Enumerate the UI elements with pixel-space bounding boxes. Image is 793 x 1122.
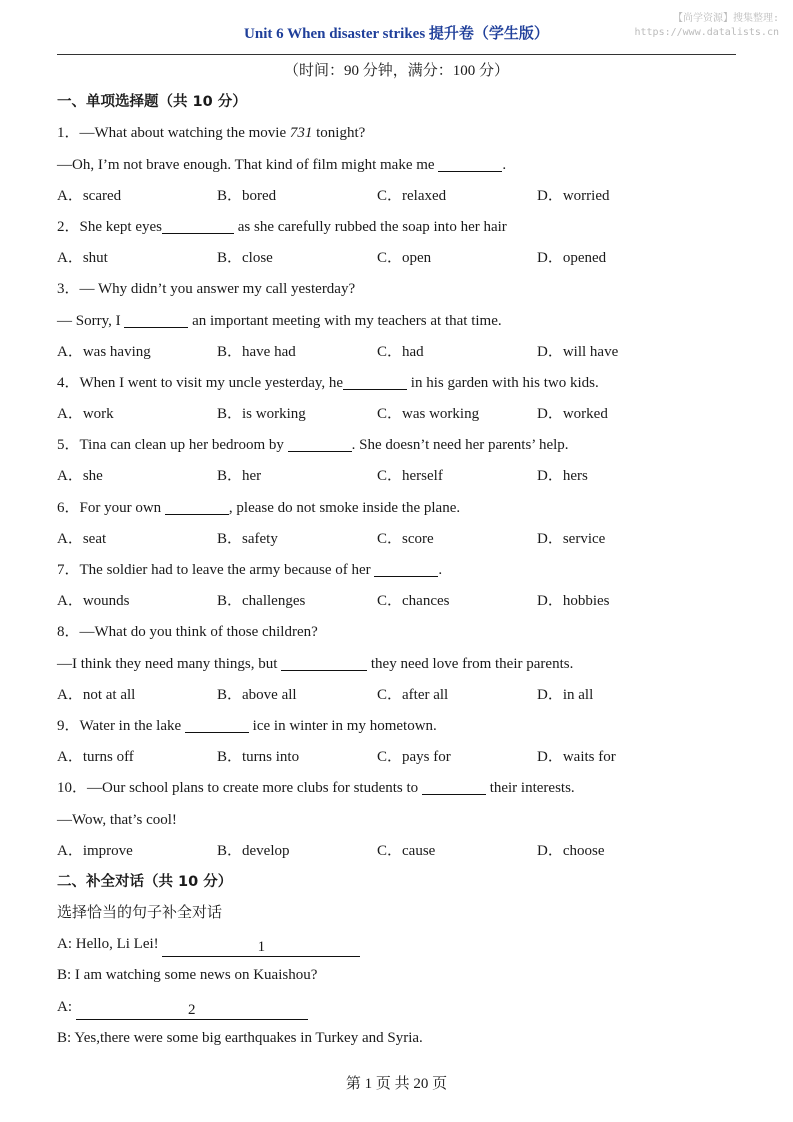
option-b: B．her [217,468,262,485]
option-a: A．wounds [57,593,130,610]
option-c: C．chances [377,593,450,610]
dialogue-line-1: A: Hello, Li Lei! 1 [57,929,736,960]
watermark-source: 【尚学资源】搜集整理: [672,13,779,24]
question-1-stem: 1．—What about watching the movie 731 tonight? [57,125,366,142]
option-c: C．herself [377,468,443,485]
option-b: B．is working [217,406,306,423]
question-9-options [57,742,736,773]
option-c: C．after all [377,686,449,703]
option-a: A．turns off [57,749,134,766]
option-a: A．scared [57,187,122,204]
question-6-options [57,524,736,555]
question-10-stem: 10．—Our school plans to create more clubs for students to their interests. [57,773,736,804]
answer-blank [185,714,249,733]
answer-blank [124,309,188,328]
option-c: C．was working [377,406,480,423]
option-b: B．bored [217,187,277,204]
dialogue-blank-2: 2 [76,1001,308,1020]
header-divider [57,54,736,55]
question-8-reply: —I think they need many things, but they need love from their parents. [57,649,736,680]
option-c: C．open [377,250,432,267]
option-c: C．had [377,343,424,360]
option-c: C．score [377,530,434,547]
page-number: 第 1 页 共 20 页 [345,1076,448,1092]
question-8-options [57,680,736,711]
question-3-stem: 3．— Why didn’t you answer my call yesterday? [57,281,356,298]
answer-blank [374,558,438,577]
option-a: A．shut [57,250,108,267]
option-a: A．seat [57,530,107,547]
option-d: D．hobbies [537,593,610,610]
document-title: Unit 6 When disaster strikes 提升卷（学生版） [244,26,549,42]
option-a: A．not at all [57,686,136,703]
question-5-options [57,461,736,492]
question-4-options [57,399,736,430]
option-a: A．improve [57,842,133,859]
question-5-stem: 5．Tina can clean up her bedroom by . She doesn’t need her parents’ help. [57,430,736,461]
option-d: D．service [537,530,606,547]
dialogue-line-2: B: I am watching some news on Kuaishou? [57,967,318,984]
answer-blank [288,433,352,452]
option-d: D．choose [537,842,605,859]
dialogue-instruction: 选择恰当的句子补全对话 [57,905,223,922]
question-4-stem: 4．When I went to visit my uncle yesterday, he in his garden with his two kids. [57,368,736,399]
option-d: D．will have [537,343,619,360]
option-d: D．worked [537,406,608,423]
question-2-options [57,243,736,274]
option-a: A．work [57,406,114,423]
question-3-options [57,337,736,368]
question-7-options [57,586,736,617]
question-9-stem: 9．Water in the lake ice in winter in my hometown. [57,711,736,742]
dialogue-blank-1: 1 [162,938,360,957]
watermark-url: https://www.datalists.cn [634,27,779,38]
question-7-stem: 7．The soldier had to leave the army because of her . [57,555,736,586]
question-1-options [57,181,736,212]
option-b: B．turns into [217,749,300,766]
option-d: D．hers [537,468,588,485]
option-d: D．waits for [537,749,616,766]
answer-blank [343,371,407,390]
option-b: B．develop [217,842,290,859]
section-title-dialogue: 二、补全对话（共 10 分） [57,873,233,890]
dialogue-line-3: A: 2 [57,992,736,1023]
answer-blank [165,496,229,515]
document-body [57,56,736,1054]
option-c: C．cause [377,842,436,859]
option-d: D．worried [537,187,610,204]
question-10-reply: —Wow, that’s cool! [57,811,177,828]
question-2-stem: 2．She kept eyes as she carefully rubbed the soap into her hair [57,212,736,243]
option-b: B．have had [217,343,296,360]
movie-title: 731 [289,125,313,142]
option-b: B．close [217,250,273,267]
section-title-multiple-choice: 一、单项选择题（共 10 分） [57,94,247,111]
answer-blank [162,215,234,234]
option-b: B．above all [217,686,297,703]
answer-blank [281,652,367,671]
option-a: A．was having [57,343,151,360]
page-header [0,0,793,56]
option-b: B．challenges [217,593,306,610]
answer-blank [422,776,486,795]
question-1-reply: —Oh, I’m not brave enough. That kind of film might make me . [57,150,736,181]
question-10-options [57,836,736,867]
dialogue-line-4: B: Yes,there were some big earthquakes in Turkey and Syria. [57,1029,423,1046]
question-8-stem: 8．—What do you think of those children? [57,624,318,641]
exam-info: （时间：90 分钟，满分：100 分） [283,63,509,79]
option-c: C．pays for [377,749,451,766]
option-b: B．safety [217,530,278,547]
option-d: D．in all [537,686,594,703]
question-6-stem: 6．For your own , please do not smoke inside the plane. [57,493,736,524]
option-d: D．opened [537,250,607,267]
question-3-reply: — Sorry, I an important meeting with my teachers at that time. [57,306,736,337]
answer-blank [438,153,502,172]
option-a: A．she [57,468,103,485]
option-c: C．relaxed [377,187,447,204]
watermark [635,12,780,40]
